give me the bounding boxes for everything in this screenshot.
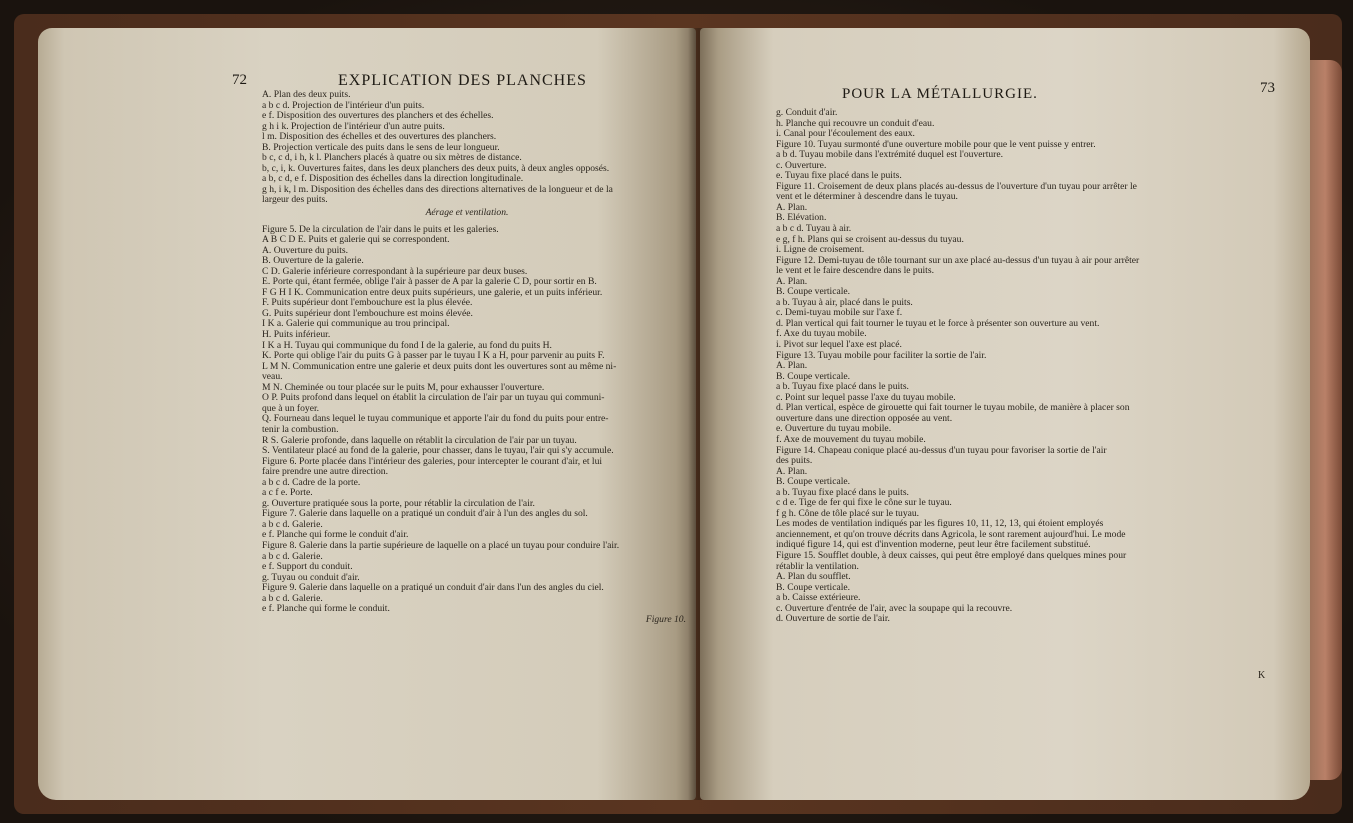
- text-line: e g, f h. Plans qui se croisent au-dessus du tuyau.: [776, 234, 964, 245]
- text-line: A B C D E. Puits et galerie qui se correspondent.: [262, 235, 450, 246]
- text-line: c. Ouverture.: [776, 160, 827, 171]
- text-line: B. Projection verticale des puits dans le sens de leur longueur.: [262, 142, 500, 153]
- text-line: S. Ventilateur placé au fond de la galerie, pour chasser, dans le tuyau, l'air qui s'y accumule.: [262, 446, 614, 457]
- text-line: i. Canal pour l'écoulement des eaux.: [776, 129, 915, 140]
- text-line: c. Ouverture d'entrée de l'air, avec la soupape qui la recouvre.: [776, 603, 1013, 614]
- text-line: f. Axe du tuyau mobile.: [776, 329, 867, 340]
- text-line: A. Ouverture du puits.: [262, 245, 349, 256]
- text-line: H. Puits inférieur.: [262, 330, 331, 341]
- text-line: faire prendre une autre direction.: [262, 467, 388, 478]
- text-line: g h, i k, l m. Disposition des échelles dans des directions alternatives de la longueur et de la: [262, 184, 613, 195]
- text-line: Figure 5. De la circulation de l'air dans le puits et les galeries.: [262, 224, 499, 235]
- text-line: des puits.: [776, 456, 813, 467]
- text-line: A. Plan du soufflet.: [776, 572, 851, 583]
- text-line: ouverture dans une direction opposée au vent.: [776, 413, 953, 424]
- text-line: a b. Tuyau fixe placé dans le puits.: [776, 487, 909, 498]
- right-page-text: [762, 108, 1262, 625]
- text-line: B. Coupe verticale.: [776, 477, 851, 488]
- left-page-number: 72: [232, 72, 247, 88]
- right-page: [700, 28, 1310, 800]
- text-line: a b. Tuyau à air, placé dans le puits.: [776, 297, 913, 308]
- text-line: d. Plan vertical, espèce de girouette qui fait tourner le tuyau mobile, de manière à placer son: [776, 403, 1130, 414]
- text-line: a b c d. Projection de l'intérieur d'un puits.: [262, 100, 425, 111]
- left-running-head: EXPLICATION DES PLANCHES: [338, 72, 587, 89]
- text-line: A. Plan.: [776, 202, 808, 213]
- text-line: F. Puits supérieur dont l'embouchure est la plus élevée.: [262, 298, 473, 309]
- text-line: g. Tuyau ou conduit d'air.: [262, 572, 360, 583]
- text-line: veau.: [262, 372, 283, 383]
- right-page-number: 73: [1260, 80, 1275, 96]
- left-page-text: [248, 90, 686, 625]
- text-line: l m. Disposition des échelles et des ouvertures des planchers.: [262, 132, 497, 143]
- text-line: B. Coupe verticale.: [776, 371, 851, 382]
- text-line: e f. Planche qui forme le conduit d'air.: [262, 530, 409, 541]
- text-line: anciennement, et qu'on trouve décrits dans Agricola, le sont rarement aujourd'hui. Le mode: [776, 529, 1126, 540]
- text-line: a b. Tuyau fixe placé dans le puits.: [776, 382, 909, 393]
- text-line: Figure 14. Chapeau conique placé au-dessus d'un tuyau pour favoriser la sortie de l'air: [776, 445, 1107, 456]
- text-line: a b c d. Galerie.: [262, 593, 323, 604]
- text-line: indiqué figure 14, qui est d'invention moderne, peut leur être facilement substitué.: [776, 540, 1091, 551]
- text-line: rétablir la ventilation.: [776, 561, 859, 572]
- text-line: e. Tuyau fixe placé dans le puits.: [776, 171, 902, 182]
- text-line: b, c, i, k. Ouvertures faites, dans les deux planchers des deux puits, à deux angles opposés.: [262, 163, 610, 174]
- text-line: K. Porte qui oblige l'air du puits G à passer par le tuyau I K a H, pour parvenir au puits F.: [262, 351, 605, 362]
- text-line: e f. Planche qui forme le conduit.: [262, 604, 390, 615]
- text-line: B. Élévation.: [776, 213, 827, 224]
- text-line: i. Pivot sur lequel l'axe est placé.: [776, 340, 902, 351]
- text-line: a b, c d, e f. Disposition des échelles dans la direction longitudinale.: [262, 174, 524, 185]
- text-line: h. Planche qui recouvre un conduit d'eau.: [776, 118, 935, 129]
- text-line: i. Ligne de croisement.: [776, 245, 865, 256]
- text-line: Figure 7. Galerie dans laquelle on a pratiqué un conduit d'air à l'un des angles du sol.: [262, 509, 588, 520]
- right-running-head: POUR LA MÉTALLURGIE.: [842, 86, 1038, 102]
- text-line: b c, c d, i h, k l. Planchers placés à quatre ou six mètres de distance.: [262, 153, 522, 164]
- text-line: g h i k. Projection de l'intérieur d'un autre puits.: [262, 121, 445, 132]
- text-line: Figure 13. Tuyau mobile pour faciliter la sortie de l'air.: [776, 350, 987, 361]
- text-line: a b c d. Galerie.: [262, 551, 323, 562]
- text-line: I K a H. Tuyau qui communique du fond I de la galerie, au fond du puits H.: [262, 340, 552, 351]
- text-line: Aérage et ventilation.: [425, 208, 509, 219]
- text-line: f g h. Cône de tôle placé sur le tuyau.: [776, 508, 920, 519]
- text-line: G. Puits supérieur dont l'embouchure est moins élevée.: [262, 308, 473, 319]
- text-line: a c f e. Porte.: [262, 488, 313, 499]
- text-line: M N. Cheminée ou tour placée sur le puits M, pour exhausser l'ouverture.: [262, 382, 545, 393]
- text-line: Figure 11. Croisement de deux plans placés au-dessus de l'ouverture d'un tuyau pour arrêter le: [776, 181, 1137, 192]
- text-line: le vent et le faire descendre dans le puits.: [776, 266, 934, 277]
- text-line: A. Plan.: [776, 361, 808, 372]
- page-signature: K: [1258, 670, 1266, 681]
- text-line: A. Plan.: [776, 466, 808, 477]
- text-line: tenir la combustion.: [262, 424, 339, 435]
- text-line: a b d. Tuyau mobile dans l'extrémité duquel est l'ouverture.: [776, 150, 1004, 161]
- text-line: c d e. Tige de fer qui fixe le cône sur le tuyau.: [776, 498, 952, 509]
- left-page: [38, 28, 696, 800]
- text-line: B. Ouverture de la galerie.: [262, 256, 364, 267]
- text-line: g. Conduit d'air.: [776, 108, 838, 118]
- text-line: O P. Puits profond dans lequel on établit la circulation de l'air par un tuyau qui communi-: [262, 393, 605, 404]
- text-line: E. Porte qui, étant fermée, oblige l'air à passer de A par la galerie C D, pour sortir en B.: [262, 277, 597, 288]
- text-line: R S. Galerie profonde, dans laquelle on rétablit la circulation de l'air par un tuyau.: [262, 435, 577, 446]
- text-line: Figure 6. Porte placée dans l'intérieur des galeries, pour intercepter le courant d'air, et lui: [262, 456, 603, 467]
- text-line: Figure 15. Soufflet double, à deux caisses, qui peut être employé dans quelques mines pour: [776, 550, 1127, 561]
- text-line: A. Plan des deux puits.: [262, 90, 351, 100]
- text-line: e. Ouverture du tuyau mobile.: [776, 424, 892, 435]
- text-line: L M N. Communication entre une galerie et deux puits dont les ouvertures sont au même ni-: [262, 361, 617, 372]
- text-line: Figure 12. Demi-tuyau de tôle tournant sur un axe placé au-dessus d'un tuyau à air pour arrêter: [776, 255, 1140, 266]
- text-line: c. Demi-tuyau mobile sur l'axe f.: [776, 308, 903, 319]
- catchword: Figure 10.: [645, 614, 686, 625]
- text-line: c. Point sur lequel passe l'axe du tuyau mobile.: [776, 392, 956, 403]
- text-line: Figure 10. Tuyau surmonté d'une ouverture mobile pour que le vent puisse y entrer.: [776, 139, 1096, 150]
- text-line: Figure 8. Galerie dans la partie supérieure de laquelle on a placé un tuyau pour conduire l'air.: [262, 540, 620, 551]
- text-line: f. Axe de mouvement du tuyau mobile.: [776, 434, 926, 445]
- text-line: B. Coupe verticale.: [776, 582, 851, 593]
- text-line: e f. Support du conduit.: [262, 562, 353, 573]
- text-line: largeur des puits.: [262, 195, 328, 206]
- text-line: A. Plan.: [776, 276, 808, 287]
- text-line: a b c d. Cadre de la porte.: [262, 477, 361, 488]
- text-line: d. Ouverture de sortie de l'air.: [776, 614, 890, 625]
- text-line: e f. Disposition des ouvertures des planchers et des échelles.: [262, 111, 494, 122]
- text-line: a b c d. Tuyau à air.: [776, 224, 852, 235]
- text-line: d. Plan vertical qui fait tourner le tuyau et le force à présenter son ouverture au vent.: [776, 318, 1100, 329]
- text-line: C D. Galerie inférieure correspondant à la supérieure par deux buses.: [262, 266, 528, 277]
- text-line: Figure 9. Galerie dans laquelle on a pratiqué un conduit d'air dans l'un des angles du ciel.: [262, 583, 604, 594]
- text-line: a b. Caisse extérieure.: [776, 593, 861, 604]
- text-line: vent et le déterminer à descendre dans le tuyau.: [776, 192, 958, 203]
- text-line: Les modes de ventilation indiqués par les figures 10, 11, 12, 13, qui étoient employés: [776, 519, 1104, 530]
- text-line: F G H I K. Communication entre deux puits supérieurs, une galerie, et un puits inférieur.: [262, 287, 603, 298]
- text-line: g. Ouverture pratiquée sous la porte, pour rétablir la circulation de l'air.: [262, 498, 535, 509]
- text-line: I K a. Galerie qui communique au trou principal.: [262, 319, 450, 330]
- text-line: que à un foyer.: [262, 403, 320, 414]
- text-line: B. Coupe verticale.: [776, 287, 851, 298]
- text-line: Q. Fourneau dans lequel le tuyau communique et apporte l'air du fond du puits pour entre-: [262, 414, 609, 425]
- text-line: a b c d. Galerie.: [262, 519, 323, 530]
